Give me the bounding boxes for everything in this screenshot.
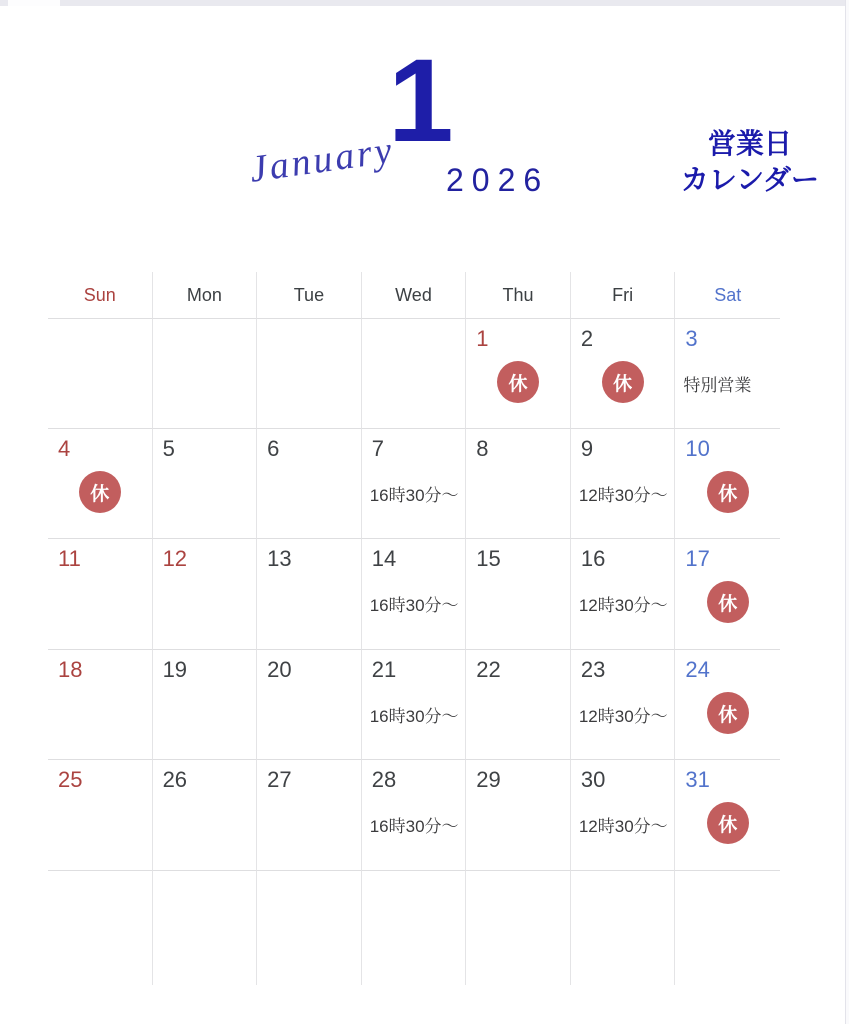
day-number: 8 xyxy=(476,436,489,461)
day-cell-jan11 xyxy=(48,539,153,650)
opening-time-note: 12時30分〜 xyxy=(578,486,668,505)
day-number: 21 xyxy=(371,657,397,682)
day-number: 2 xyxy=(580,326,594,351)
day-cell-jan6 xyxy=(257,429,362,539)
weekday-header-fri: Fri xyxy=(571,272,676,319)
closed-badge-label: 休 xyxy=(718,593,738,615)
closed-badge xyxy=(707,802,749,844)
day-number: 18 xyxy=(58,657,83,682)
closed-badge xyxy=(707,581,749,623)
day-cell-empty xyxy=(362,871,467,985)
day-cell-jan3 xyxy=(675,319,780,429)
closed-badge xyxy=(79,471,121,513)
day-number: 25 xyxy=(58,767,83,792)
month-number: 1 xyxy=(388,35,454,167)
day-number: 30 xyxy=(580,767,606,792)
day-cell-empty xyxy=(675,871,780,985)
weekday-header-wed: Wed xyxy=(362,272,467,319)
day-number: 5 xyxy=(162,436,175,461)
day-number: 22 xyxy=(476,657,501,682)
day-cell-jan7 xyxy=(362,429,467,539)
day-cell-jan2 xyxy=(571,319,676,429)
opening-time-note: 16時30分〜 xyxy=(369,486,459,505)
day-cell-empty xyxy=(257,319,362,429)
day-cell-jan28 xyxy=(362,760,467,871)
day-number: 24 xyxy=(685,657,710,682)
day-number: 15 xyxy=(476,546,501,571)
day-cell-jan30 xyxy=(571,760,676,871)
day-number: 28 xyxy=(371,767,397,792)
weekday-header-mon: Mon xyxy=(153,272,258,319)
day-number: 20 xyxy=(267,657,292,682)
day-number: 27 xyxy=(267,767,292,792)
closed-badge-label: 休 xyxy=(508,373,528,395)
day-number: 31 xyxy=(685,767,710,792)
calendar-grid xyxy=(48,272,780,985)
closed-badge-label: 休 xyxy=(613,373,633,395)
day-cell-empty xyxy=(153,319,258,429)
day-number: 4 xyxy=(58,436,71,461)
page-right-edge xyxy=(845,0,849,1024)
day-number: 7 xyxy=(371,436,384,461)
opening-time-note: 16時30分〜 xyxy=(369,817,459,836)
day-cell-jan8 xyxy=(466,429,571,539)
day-cell-jan26 xyxy=(153,760,258,871)
day-number: 11 xyxy=(58,546,81,571)
day-cell-jan16 xyxy=(571,539,676,650)
closed-badge xyxy=(707,692,749,734)
day-cell-jan22 xyxy=(466,650,571,760)
day-note: 特別営業 xyxy=(683,376,752,395)
closed-badge-label: 休 xyxy=(90,483,110,505)
closed-badge xyxy=(707,471,749,513)
opening-time-note: 12時30分〜 xyxy=(578,596,668,615)
closed-badge-label: 休 xyxy=(718,483,738,505)
day-cell-empty xyxy=(257,871,362,985)
business-calendar-title-line1: 営業日 xyxy=(707,128,792,159)
day-cell-jan17 xyxy=(675,539,780,650)
closed-badge xyxy=(497,361,539,403)
day-cell-jan29 xyxy=(466,760,571,871)
opening-time-note: 16時30分〜 xyxy=(369,596,459,615)
day-cell-jan13 xyxy=(257,539,362,650)
closed-badge-label: 休 xyxy=(718,814,738,836)
day-cell-empty xyxy=(48,871,153,985)
day-cell-jan15 xyxy=(466,539,571,650)
business-calendar-title xyxy=(681,126,819,197)
day-number: 12 xyxy=(162,546,188,571)
day-cell-jan23 xyxy=(571,650,676,760)
day-cell-jan27 xyxy=(257,760,362,871)
day-number: 26 xyxy=(162,767,188,792)
day-number: 29 xyxy=(476,767,501,792)
weekday-header-tue: Tue xyxy=(257,272,362,319)
day-cell-empty xyxy=(362,319,467,429)
day-cell-jan19 xyxy=(153,650,258,760)
closed-badge xyxy=(602,361,644,403)
opening-time-note: 12時30分〜 xyxy=(578,817,668,836)
day-cell-empty xyxy=(571,871,676,985)
day-cell-jan10 xyxy=(675,429,780,539)
day-number: 14 xyxy=(371,546,397,571)
day-cell-jan21 xyxy=(362,650,467,760)
day-cell-jan5 xyxy=(153,429,258,539)
day-number: 6 xyxy=(267,436,280,461)
opening-time-note: 16時30分〜 xyxy=(369,707,459,726)
day-number: 16 xyxy=(580,546,606,571)
day-cell-jan20 xyxy=(257,650,362,760)
day-cell-jan14 xyxy=(362,539,467,650)
day-cell-jan24 xyxy=(675,650,780,760)
day-number: 3 xyxy=(685,326,698,351)
weekday-header-sat: Sat xyxy=(675,272,780,319)
year-label: 2026 xyxy=(446,162,550,198)
opening-time-note: 12時30分〜 xyxy=(578,707,668,726)
day-cell-jan1 xyxy=(466,319,571,429)
day-cell-jan12 xyxy=(153,539,258,650)
weekday-header-sun: Sun xyxy=(48,272,153,319)
business-calendar-title-line2: カレンダー xyxy=(680,163,819,195)
day-number: 13 xyxy=(267,546,292,571)
month-name-script: January xyxy=(247,128,398,191)
day-cell-jan25 xyxy=(48,760,153,871)
day-cell-empty xyxy=(153,871,258,985)
day-cell-empty xyxy=(48,319,153,429)
top-chrome-notch xyxy=(8,0,60,6)
weekday-header-thu: Thu xyxy=(466,272,571,319)
day-number: 1 xyxy=(476,326,489,351)
closed-badge-label: 休 xyxy=(718,704,738,726)
day-number: 9 xyxy=(580,436,594,461)
day-cell-jan9 xyxy=(571,429,676,539)
day-number: 17 xyxy=(685,546,710,571)
day-cell-jan4 xyxy=(48,429,153,539)
day-number: 10 xyxy=(685,436,710,461)
top-chrome-strip xyxy=(0,0,849,6)
day-cell-jan31 xyxy=(675,760,780,871)
day-cell-empty xyxy=(466,871,571,985)
day-number: 19 xyxy=(162,657,188,682)
day-number: 23 xyxy=(580,657,606,682)
day-cell-jan18 xyxy=(48,650,153,760)
